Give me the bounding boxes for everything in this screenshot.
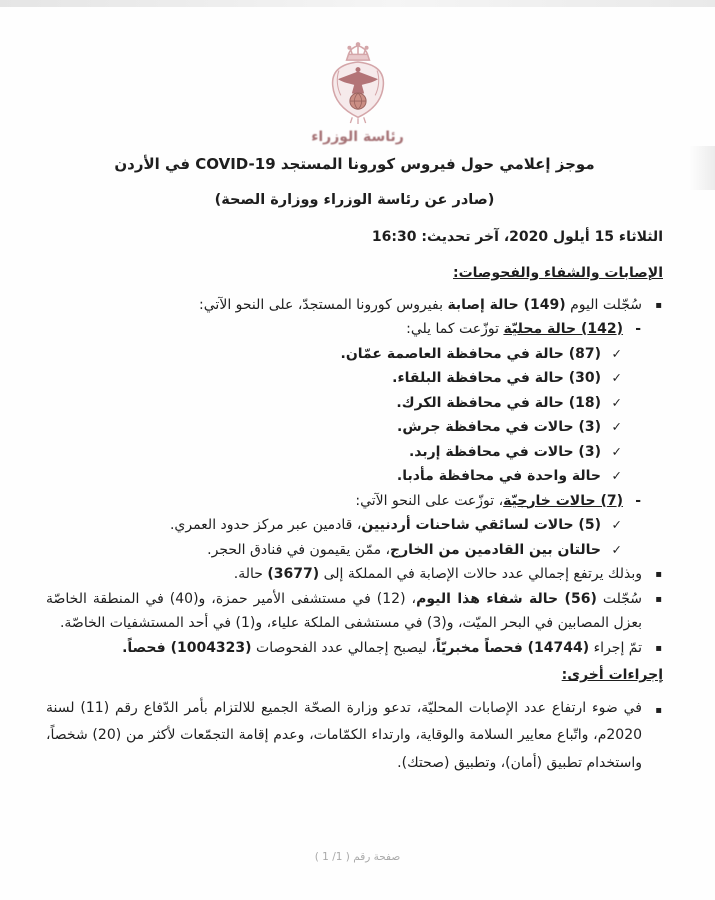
- text-run: ، توزّعت على النحو الآتي:: [355, 492, 504, 509]
- governorate-item: [46, 342, 663, 367]
- check-icon: ✓: [611, 419, 622, 434]
- bold-run: (5) حالات لسائقي شاحنات أردنيين: [361, 517, 601, 533]
- scan-artifact-top: [0, 0, 715, 7]
- text-run: ، ممّن يقيمون في فنادق الحجر.: [207, 541, 391, 558]
- bold-run: (1004323) فحصاً.: [122, 639, 252, 656]
- document-title: موجز إعلامي حول فيروس كورونا المستجد COVID-19 في الأردن: [114, 155, 595, 173]
- square-bullet-icon: ▪: [655, 299, 662, 311]
- lab-tests-text: [122, 640, 642, 656]
- text-run: سُجّلت اليوم: [565, 296, 642, 313]
- document-subtitle: (صادر عن رئاسة الوزراء ووزارة الصحة): [214, 192, 495, 208]
- governorate-text: حالة واحدة في محافظة مأدبا.: [396, 468, 601, 484]
- external-case-item: [46, 538, 663, 563]
- governorate-text: (3) حالات في محافظة جرش.: [397, 419, 601, 435]
- section-heading-cases: الإصابات والشفاء والفحوصات:: [453, 265, 663, 281]
- section-heading-other-measures: إجراءات أخرى:: [561, 667, 663, 683]
- square-bullet-icon: ▪: [655, 593, 662, 605]
- bold-run: (14744) فحصاً مخبريّاً: [435, 639, 590, 656]
- bold-run: حالتان بين القادمين من الخارج: [390, 541, 601, 558]
- list-item-new-cases: [46, 293, 663, 318]
- check-icon: ✓: [611, 468, 622, 483]
- new-cases-text: [199, 297, 642, 313]
- text-run: بفيروس كورونا المستجدّ، على النحو الآتي:: [199, 296, 448, 313]
- text-run: ، ليصبح إجمالي عدد الفحوصات: [251, 639, 436, 656]
- governorate-text: (3) حالات في محافظة إربد.: [408, 443, 601, 460]
- prime-ministry-logo: [0, 42, 715, 145]
- governorate-item: [46, 440, 663, 465]
- text-run: تمّ إجراء: [589, 639, 642, 656]
- text-run: توزّعت كما يلي:: [406, 321, 504, 337]
- external-cases-text: [355, 493, 623, 509]
- page-number-footer: صفحة رقم ( 1/ 1 ): [314, 851, 401, 863]
- text-run: ، (12) في مستشفى الأمير حمزة، و(40) في المنطقة الخاصّة بعزل المصابين في البحر الميّت، و(3) في مستشفى الملكة علياء، و(1) في أحد المستشفيات الخاصّة.: [46, 590, 642, 631]
- external-case-text: [170, 517, 601, 533]
- text-run: وبذلك يرتفع إجمالي عدد حالات الإصابة في المملكة إلى: [319, 566, 642, 582]
- list-item-total-cases: [46, 562, 663, 587]
- check-icon: ✓: [611, 345, 622, 361]
- list-item-recoveries: [46, 587, 663, 636]
- bold-underline-run: (7) حالات خارجيّة: [503, 492, 623, 509]
- square-bullet-icon: ▪: [655, 704, 662, 716]
- recoveries-text: [46, 591, 642, 632]
- square-bullet-icon: ▪: [655, 569, 662, 580]
- list-item-local-cases: [46, 317, 663, 342]
- paragraph-defense-order: [46, 695, 663, 778]
- text-run: ، قادمين عبر مركز حدود العمري.: [169, 517, 362, 533]
- square-bullet-icon: ▪: [655, 642, 662, 654]
- scan-artifact-right: [689, 146, 715, 190]
- total-cases-text: [234, 566, 642, 582]
- dash-icon: -: [635, 492, 641, 509]
- governorate-text: (30) حالة في محافظة البلقاء.: [392, 370, 601, 386]
- bold-run: (149) حالة إصابة: [447, 296, 566, 313]
- jordan-coat-of-arms-icon: [310, 42, 406, 124]
- list-item-lab-tests: [46, 636, 663, 661]
- check-icon: ✓: [611, 394, 622, 410]
- governorate-item: [46, 464, 663, 489]
- list-item-external-cases: [46, 489, 663, 514]
- text-run: حالة.: [233, 566, 268, 582]
- paragraph-text: في ضوء ارتفاع عدد الإصابات المحليّة، تدعو وزارة الصحّة الجميع للالتزام بأمر الدّفاع رقم (11) لسنة 2020م، واتّباع معايير السلامة والوقاية، وارتداء الكمّامات، وعدم إقامة التجمّعات لأكثر من (20) شخصاً، واستخدام تطبيق (أمان)، وتطبيق (صحتك).: [46, 699, 643, 771]
- governorate-text: (18) حالة في محافظة الكرك.: [396, 394, 601, 411]
- governorate-text: (87) حالة في محافظة العاصمة عمّان.: [340, 345, 601, 362]
- check-icon: ✓: [611, 541, 622, 557]
- logo-calligraphy: رئاسة الوزراء: [311, 129, 404, 145]
- governorate-item: [46, 366, 663, 391]
- bold-run: (56) حالة شفاء هذا اليوم: [416, 590, 597, 607]
- local-cases-text: [406, 321, 623, 337]
- external-case-text: [207, 542, 601, 558]
- external-case-item: [46, 513, 663, 538]
- dash-icon: -: [635, 321, 641, 337]
- date-line: الثلاثاء 15 أيلول 2020، آخر تحديث: 16:30: [371, 228, 663, 245]
- check-icon: ✓: [611, 370, 622, 385]
- governorate-item: [46, 391, 663, 416]
- check-icon: ✓: [611, 517, 622, 532]
- bold-run: (3677): [267, 566, 320, 582]
- check-icon: ✓: [611, 443, 622, 459]
- governorate-item: [46, 415, 663, 440]
- bold-underline-run: (142) حالة محليّة: [503, 321, 623, 337]
- text-run: سُجّلت: [596, 590, 642, 607]
- document-body: [46, 153, 663, 777]
